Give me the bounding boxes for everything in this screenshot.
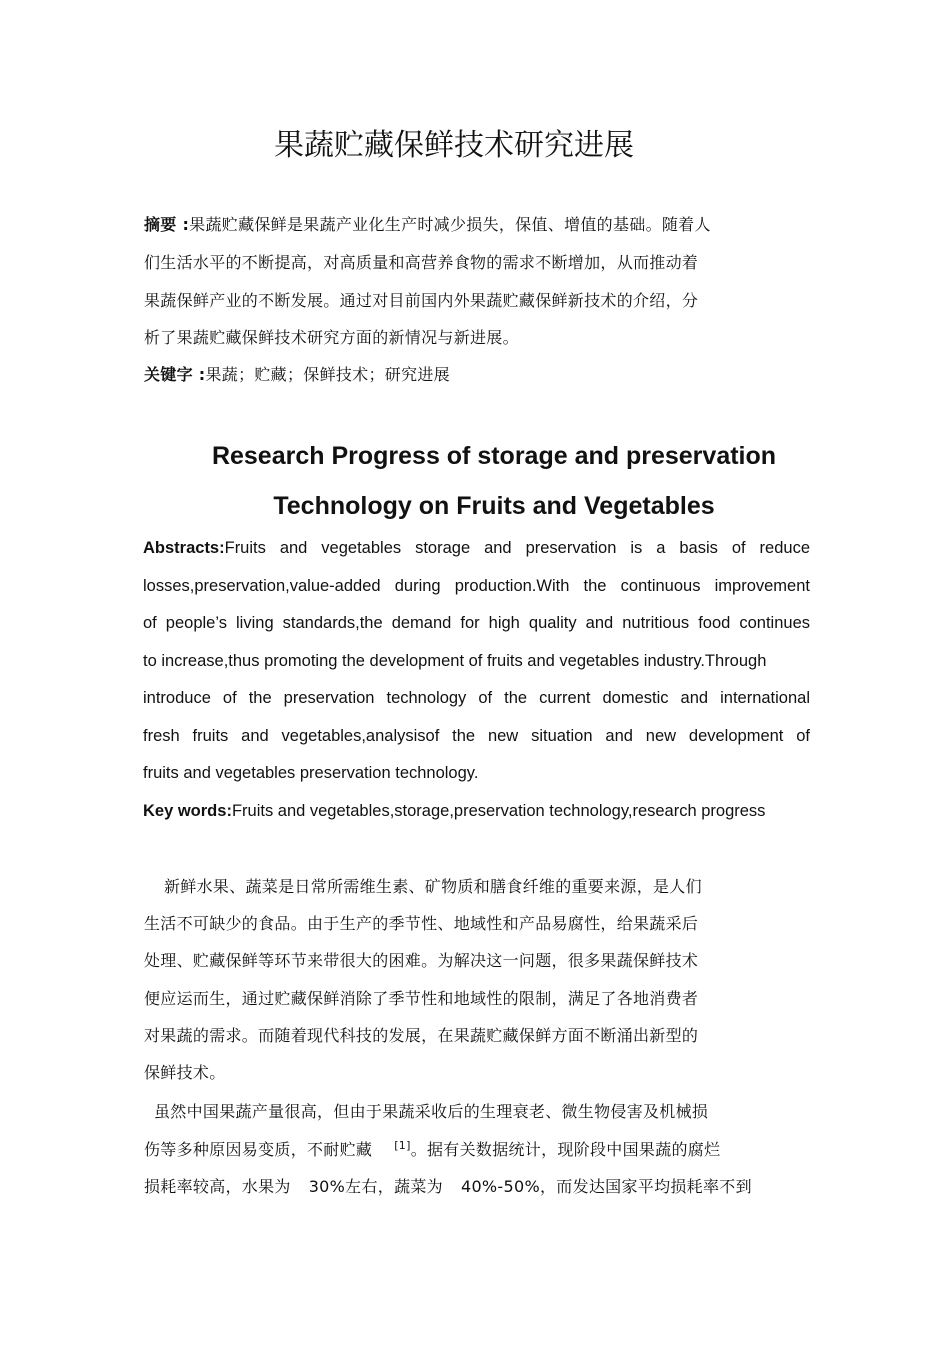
body-p1-line-2: 生活不可缺少的食品。由于生产的季节性、地域性和产品易腐性，给果蔬采后 xyxy=(144,914,699,933)
abstract-en-label: Abstracts: xyxy=(143,539,225,557)
keywords-en-label: Key words: xyxy=(143,802,232,820)
abstract-cn-line-1: 摘要 :果蔬贮藏保鲜是果蔬产业化生产时减少损失，保值、增值的基础。随着人 xyxy=(144,215,711,234)
abstract-cn-label: 摘要 : xyxy=(144,215,190,234)
abstract-en-line-4: to increase,thus promoting the development of fruits and vegetables industry.Through xyxy=(143,652,767,670)
body-p1-line-5: 对果蔬的需求。而随着现代科技的发展，在果蔬贮藏保鲜方面不断涌出新型的 xyxy=(144,1026,699,1045)
body-p1-line-1: 新鲜水果、蔬菜是日常所需维生素、矿物质和膳食纤维的重要来源，是人们 xyxy=(164,877,702,896)
abstract-en-line-6: fresh fruits and vegetables,analysisof the new situation and new development of xyxy=(143,727,810,745)
body-p1-line-3: 处理、贮藏保鲜等环节来带很大的困难。为解决这一问题，很多果蔬保鲜技术 xyxy=(144,951,699,970)
body-p2-line-2: 伤等多种原因易变质，不耐贮藏 [1]。据有关数据统计，现阶段中国果蔬的腐烂 xyxy=(144,1139,721,1159)
keywords-en: Key words:Fruits and vegetables,storage,preservation technology,research progress xyxy=(143,802,766,820)
keywords-cn-label: 关键字 : xyxy=(144,365,206,384)
abstract-cn-line-4: 析了果蔬贮藏保鲜技术研究方面的新情况与新进展。 xyxy=(144,328,519,347)
citation-ref: [1] xyxy=(394,1139,411,1152)
page-title-en-line-2: Technology on Fruits and Vegetables xyxy=(273,492,715,520)
body-p1-line-6: 保鲜技术。 xyxy=(144,1063,226,1082)
abstract-cn-line-2: 们生活水平的不断提高，对高质量和高营养食物的需求不断增加，从而推动着 xyxy=(144,253,699,272)
abstract-en-line-1: Abstracts:Fruits and vegetables storage and preservation is a basis of reduce xyxy=(143,539,810,557)
abstract-en-line-2: losses,preservation,value-added during production.With the continuous improvement xyxy=(143,577,810,595)
page-title-cn: 果蔬贮藏保鲜技术研究进展 xyxy=(274,128,634,163)
body-p2-line-3: 损耗率较高，水果为 30%左右，蔬菜为 40%-50%，而发达国家平均损耗率不到 xyxy=(144,1177,752,1196)
abstract-en-line-7: fruits and vegetables preservation technology. xyxy=(143,764,479,782)
body-p2-line-1: 虽然中国果蔬产量很高，但由于果蔬采收后的生理衰老、微生物侵害及机械损 xyxy=(154,1102,709,1121)
body-p1-line-4: 便应运而生，通过贮藏保鲜消除了季节性和地域性的限制，满足了各地消费者 xyxy=(144,989,699,1008)
page-title-en-line-1: Research Progress of storage and preservation xyxy=(211,442,777,470)
keywords-cn: 关键字 :果蔬；贮藏；保鲜技术；研究进展 xyxy=(144,365,450,384)
abstract-en-line-5: introduce of the preservation technology of the current domestic and international xyxy=(143,689,810,707)
abstract-en-line-3: of people’s living standards,the demand for high quality and nutritious food continues xyxy=(143,614,810,632)
abstract-cn-line-3: 果蔬保鲜产业的不断发展。通过对目前国内外果蔬贮藏保鲜新技术的介绍，分 xyxy=(144,291,699,310)
